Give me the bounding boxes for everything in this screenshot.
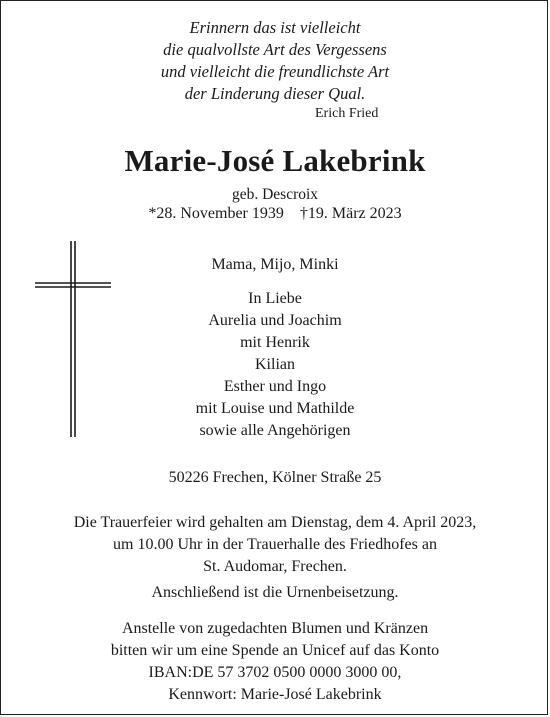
donation-iban: IBAN:DE 57 3702 0500 0000 3000 00,	[148, 664, 402, 681]
poem-author: Erich Fried	[315, 106, 379, 121]
poem-line: der Linderung dieser Qual.	[184, 84, 366, 103]
poem	[1, 17, 549, 105]
deceased-name: Marie-José Lakebrink	[124, 143, 426, 178]
mourner-line: Aurelia und Joachim	[208, 312, 342, 329]
mourner-line: mit Louise und Mathilde	[195, 400, 355, 417]
donation-line: bitten wir um eine Spende an Unicef auf das Konto	[110, 642, 440, 659]
mourners-list	[1, 288, 549, 442]
mourner-line: sowie alle Angehörigen	[199, 422, 351, 439]
nicknames: Mama, Mijo, Minki	[211, 256, 339, 273]
donation-keyword: Kennwort: Marie-José Lakebrink	[168, 686, 382, 703]
poem-line: Erinnern das ist vielleicht	[189, 18, 361, 37]
poem-line: und vielleicht die freundlichste Art	[160, 62, 390, 81]
mourner-line: Esther und Ingo	[223, 378, 327, 395]
family-address: 50226 Frechen, Kölner Straße 25	[168, 469, 382, 486]
poem-line: die qualvollste Art des Vergessens	[163, 40, 387, 59]
birth-date: *28. November 1939	[148, 205, 284, 222]
burial-info: Anschließend ist die Urnenbeisetzung.	[151, 584, 399, 601]
service-line: St. Audomar, Frechen.	[203, 558, 347, 575]
death-date: †19. März 2023	[299, 205, 402, 222]
mourner-line: mit Henrik	[240, 334, 310, 351]
life-dates	[1, 205, 549, 223]
service-line: Die Trauerfeier wird gehalten am Dienstag, dem 4. April 2023,	[73, 514, 477, 531]
funeral-service-info	[1, 512, 549, 578]
mourner-line: In Liebe	[248, 290, 302, 307]
service-line: um 10.00 Uhr in der Trauerhalle des Friedhofes an	[113, 536, 437, 553]
birth-name: geb. Descroix	[231, 186, 319, 203]
mourner-line: Kilian	[255, 356, 295, 373]
donation-request	[1, 618, 549, 706]
donation-line: Anstelle von zugedachten Blumen und Kränzen	[121, 620, 429, 637]
